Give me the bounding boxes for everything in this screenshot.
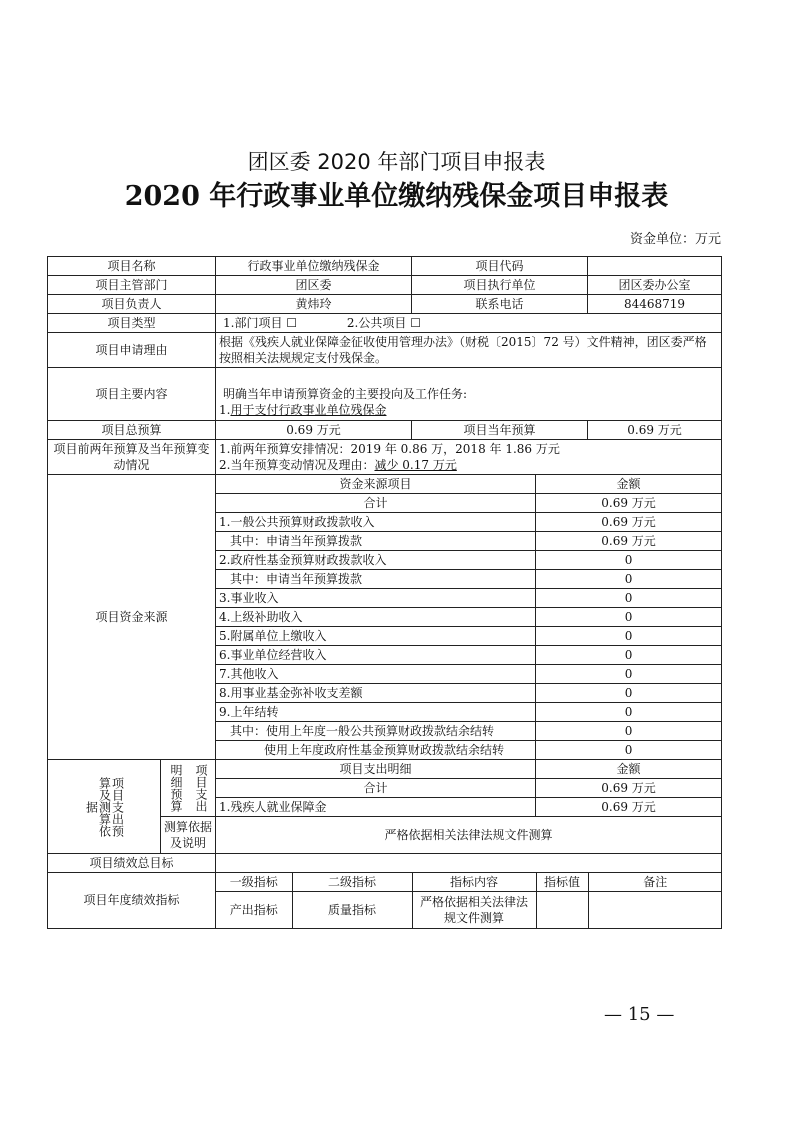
table-row bbox=[48, 854, 722, 873]
reason-label: 项目申请理由 bbox=[48, 333, 216, 368]
indicator-header: 指标内容 bbox=[412, 873, 536, 892]
expense-amount: 0.69 万元 bbox=[536, 798, 722, 817]
document-title: 团区委 2020 年部门项目申报表 bbox=[247, 150, 546, 174]
table-row bbox=[48, 760, 722, 779]
type-label: 项目类型 bbox=[48, 314, 216, 333]
type-options bbox=[216, 314, 722, 333]
expense-detail-label bbox=[161, 760, 216, 817]
funding-item: 4.上级补助收入 bbox=[216, 608, 536, 627]
funding-item: 7.其他收入 bbox=[216, 665, 536, 684]
application-table bbox=[47, 256, 722, 929]
content-underlined: 用于支付行政事业单位残保金 bbox=[230, 403, 387, 417]
expense-outer-label bbox=[48, 760, 161, 854]
change-underlined: 减少 0.17 万元 bbox=[374, 458, 457, 472]
indicator-table bbox=[216, 873, 722, 928]
indicator-content: 严格依据相关法律法规文件测算 bbox=[412, 892, 536, 929]
funding-label: 项目资金来源 bbox=[48, 475, 216, 760]
indicator-header-row bbox=[216, 873, 722, 892]
exec-unit-value: 团区委办公室 bbox=[588, 276, 722, 295]
basis-label: 测算依据及说明 bbox=[161, 817, 216, 854]
table-row bbox=[48, 440, 722, 475]
phone-value: 84468719 bbox=[588, 295, 722, 314]
expense-header-item: 项目支出明细 bbox=[216, 760, 536, 779]
performance-goal-value bbox=[216, 854, 722, 873]
table-row bbox=[48, 421, 722, 440]
indicator-value bbox=[536, 892, 588, 929]
funding-item: 9.上年结转 bbox=[216, 703, 536, 722]
year-budget-label: 项目当年预算 bbox=[412, 421, 588, 440]
expense-header-amount: 金额 bbox=[536, 760, 722, 779]
annual-indicator-label: 项目年度绩效指标 bbox=[48, 873, 216, 929]
expense-detail-wrap bbox=[164, 762, 212, 814]
expense-item: 1.残疾人就业保障金 bbox=[216, 798, 536, 817]
reason-value: 根据《残疾人就业保障金征收使用管理办法》（财税〔2015〕72 号）文件精神，团区委严格按照相关法规规定支付残保金。 bbox=[216, 333, 722, 368]
indicator-header: 备注 bbox=[588, 873, 722, 892]
funding-item: 2.政府性基金预算财政拨款收入 bbox=[216, 551, 536, 570]
dept-label: 项目主管部门 bbox=[48, 276, 216, 295]
funding-item: 其中：申请当年预算拨款 bbox=[216, 532, 536, 551]
table-row bbox=[48, 333, 722, 368]
content-label: 项目主要内容 bbox=[48, 368, 216, 421]
funding-item: 8.用事业基金弥补收支差额 bbox=[216, 684, 536, 703]
type-option-public: 2.公共项目 ☐ bbox=[346, 315, 421, 330]
currency-unit: 资金单位：万元 bbox=[629, 232, 721, 247]
table-row bbox=[48, 368, 722, 421]
indicator-header: 一级指标 bbox=[216, 873, 292, 892]
expense-amount: 0.69 万元 bbox=[536, 779, 722, 798]
funding-amount: 0.69 万元 bbox=[536, 513, 722, 532]
funding-item: 其中：使用上年度一般公共预算财政拨款结余结转 bbox=[216, 722, 536, 741]
change-line bbox=[219, 457, 718, 473]
year-budget-value: 0.69 万元 bbox=[588, 421, 722, 440]
table-row bbox=[48, 276, 722, 295]
funding-item: 合计 bbox=[216, 494, 536, 513]
indicator-level1: 产出指标 bbox=[216, 892, 292, 929]
indicator-note bbox=[588, 892, 722, 929]
content-line: 明确当年申请预算资金的主要投向及工作任务: bbox=[223, 387, 468, 401]
owner-value: 黄炜玲 bbox=[216, 295, 412, 314]
funding-amount: 0.69 万元 bbox=[536, 532, 722, 551]
basis-value: 严格依据相关法律法规文件测算 bbox=[216, 817, 722, 854]
funding-item: 使用上年度政府性基金预算财政拨款结余结转 bbox=[216, 741, 536, 760]
table-row bbox=[48, 314, 722, 333]
funding-amount: 0 bbox=[536, 589, 722, 608]
project-code-label: 项目代码 bbox=[412, 257, 588, 276]
funding-amount: 0 bbox=[536, 741, 722, 760]
project-name-label: 项目名称 bbox=[48, 257, 216, 276]
funding-amount: 0 bbox=[536, 608, 722, 627]
funding-item: 其中：申请当年预算拨款 bbox=[216, 570, 536, 589]
exec-unit-label: 项目执行单位 bbox=[412, 276, 588, 295]
content-value bbox=[216, 368, 722, 421]
budget-change-label: 项目前两年预算及当年预算变动情况 bbox=[48, 440, 216, 475]
content-line bbox=[219, 402, 718, 418]
content-prefix: 1. bbox=[219, 403, 231, 417]
indicator-row bbox=[216, 892, 722, 929]
funding-amount: 0 bbox=[536, 627, 722, 646]
funding-amount: 0 bbox=[536, 570, 722, 589]
expense-item: 合计 bbox=[216, 779, 536, 798]
phone-label: 联系电话 bbox=[412, 295, 588, 314]
total-budget-label: 项目总预算 bbox=[48, 421, 216, 440]
funding-item: 6.事业单位经营收入 bbox=[216, 646, 536, 665]
project-name-value: 行政事业单位缴纳残保金 bbox=[216, 257, 412, 276]
funding-amount: 0 bbox=[536, 665, 722, 684]
funding-header-amount: 金额 bbox=[536, 475, 722, 494]
funding-amount: 0 bbox=[536, 646, 722, 665]
indicator-header: 指标值 bbox=[536, 873, 588, 892]
page-number: — 15 — bbox=[604, 1004, 675, 1025]
funding-amount: 0 bbox=[536, 703, 722, 722]
indicator-header: 二级指标 bbox=[292, 873, 412, 892]
change-prefix: 2.当年预算变动情况及理由： bbox=[219, 458, 375, 472]
table-row bbox=[48, 257, 722, 276]
funding-amount: 0.69 万元 bbox=[536, 494, 722, 513]
budget-change-value bbox=[216, 440, 722, 475]
table-row bbox=[48, 475, 722, 494]
expense-detail-sub: 项目支出 bbox=[194, 764, 208, 812]
indicator-cell bbox=[216, 873, 722, 929]
form-title: 2020 年行政事业单位缴纳残保金项目申报表 bbox=[124, 181, 669, 212]
total-budget-value: 0.69 万元 bbox=[216, 421, 412, 440]
expense-outer-text: 项目支出预算及测算依据 bbox=[84, 776, 125, 837]
funding-item: 5.附属单位上缴收入 bbox=[216, 627, 536, 646]
expense-detail-text: 明细预算 bbox=[169, 764, 183, 812]
funding-header-item: 资金来源项目 bbox=[216, 475, 536, 494]
indicator-level2: 质量指标 bbox=[292, 892, 412, 929]
funding-item: 3.事业收入 bbox=[216, 589, 536, 608]
funding-amount: 0 bbox=[536, 684, 722, 703]
funding-item: 1.一般公共预算财政拨款收入 bbox=[216, 513, 536, 532]
funding-amount: 0 bbox=[536, 551, 722, 570]
change-line: 1.前两年预算安排情况：2019 年 0.86 万，2018 年 1.86 万元 bbox=[219, 442, 560, 456]
project-code-value bbox=[588, 257, 722, 276]
dept-value: 团区委 bbox=[216, 276, 412, 295]
performance-goal-label: 项目绩效总目标 bbox=[48, 854, 216, 873]
owner-label: 项目负责人 bbox=[48, 295, 216, 314]
table-row bbox=[48, 295, 722, 314]
type-option-dept: 1.部门项目 ☐ bbox=[223, 315, 298, 330]
funding-amount: 0 bbox=[536, 722, 722, 741]
